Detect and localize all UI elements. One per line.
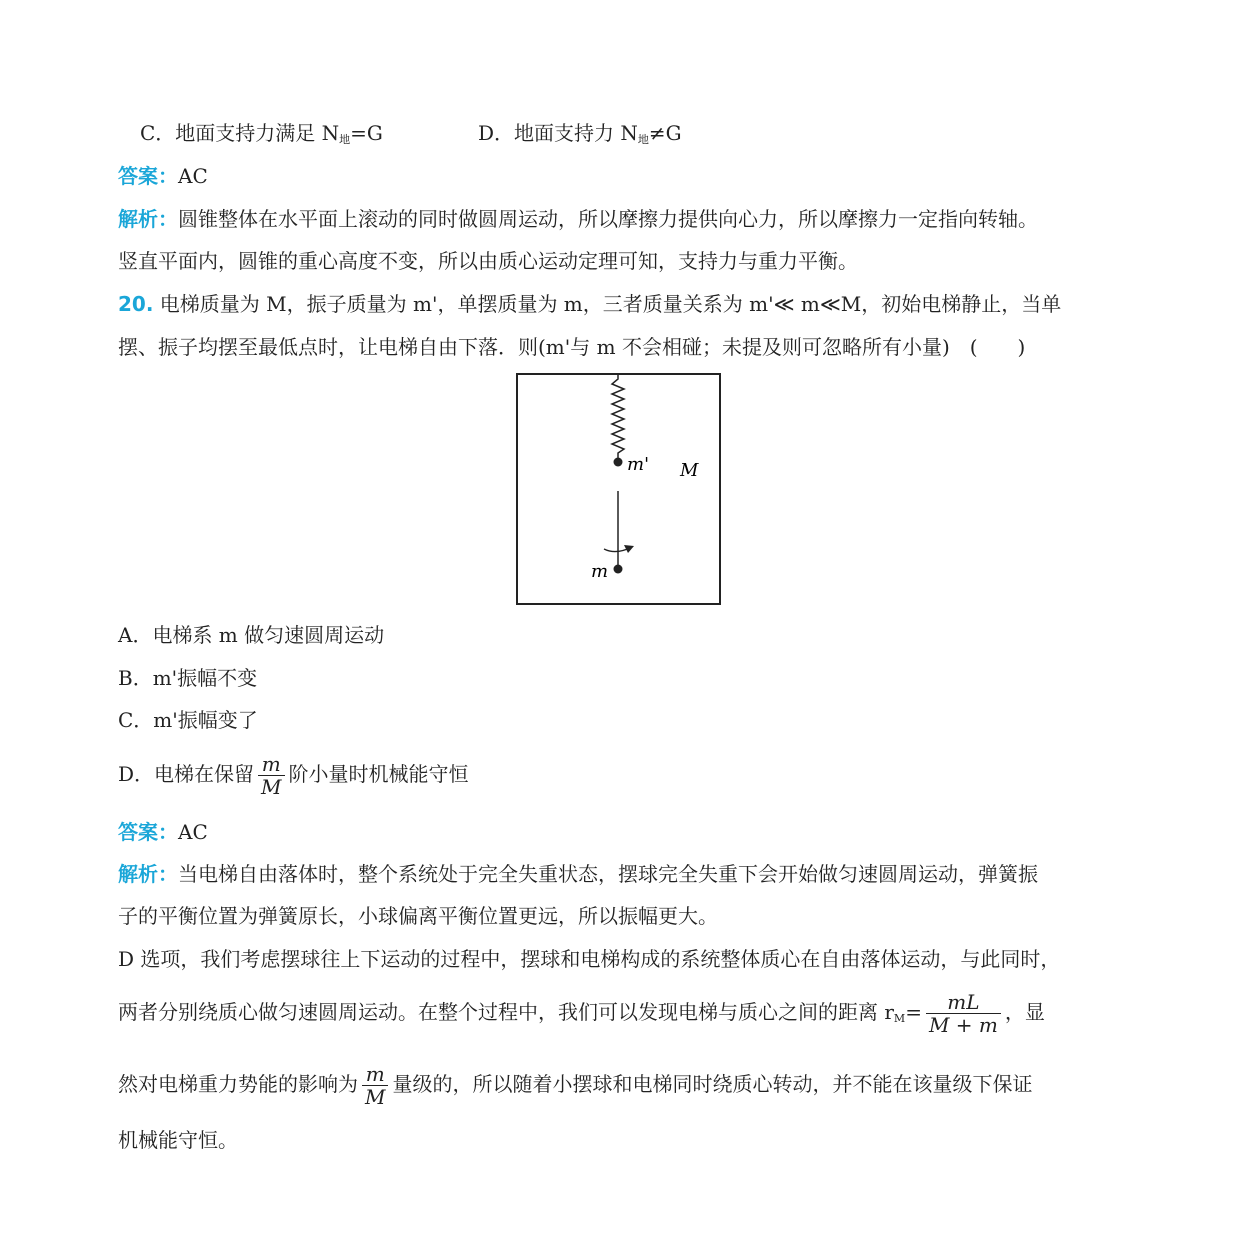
fraction-m-over-M: $\frac{m}{M}$ <box>258 753 284 798</box>
spring <box>612 375 624 462</box>
q20-analysis-3: D 选项，我们考虑摆球往上下运动的过程中，摆球和电梯构成的系统整体质心在自由落体运动，与此同时， <box>118 947 1061 971</box>
q20-stem-1: 20. 电梯质量为 M，振子质量为 m'，单摆质量为 m，三者质量关系为 m'≪ m≪M，初始电梯静止，当单 <box>118 292 1062 316</box>
elevator-figure <box>516 373 721 605</box>
q20-answer: 答案：AC <box>118 820 208 844</box>
q20-option-c: C．m'振幅变了 <box>118 708 258 732</box>
fraction-m-over-M-2: $\frac{m}{M}$ <box>362 1063 388 1108</box>
option-c-prev: C．地面支持力满足 $N_地=G$ <box>140 121 383 146</box>
question-number: 20. <box>118 292 154 316</box>
swing-arrow-icon <box>624 545 634 553</box>
elevator-diagram <box>516 373 721 605</box>
fraction-mL-over-Mm: $\frac{mL}{M + m}$ <box>926 991 1001 1036</box>
label-M: M <box>680 460 699 481</box>
oscillator-mass <box>614 458 623 467</box>
label-m-prime: m' <box>627 454 650 475</box>
q20-analysis-2: 子的平衡位置为弹簧原长，小球偏离平衡位置更远，所以振幅更大。 <box>118 904 718 928</box>
q20-analysis-1: 解析：当电梯自由落体时，整个系统处于完全失重状态，摆球完全失重下会开始做匀速圆周运动，弹簧振 <box>118 862 1038 886</box>
answer-label: 答案： <box>118 820 178 844</box>
option-d-prev: D．地面支持力 $N_地\ne G$ <box>478 121 682 146</box>
analysis-label: 解析： <box>118 862 178 886</box>
q19-analysis-2: 竖直平面内，圆锥的重心高度不变，所以由质心运动定理可知，支持力与重力平衡。 <box>118 249 858 273</box>
q20-analysis-5: 然对电梯重力势能的影响为 $\frac{m}{M}$ 量级的，所以随着小摆球和电梯同时绕质心转动，并不能在该量级下保证 <box>118 1062 1033 1109</box>
q20-analysis-4: 两者分别绕质心做匀速圆周运动。在整个过程中，我们可以发现电梯与质心之间的距离 $r_M=$ $\frac{mL}{M + m}$ ，显 <box>118 990 1045 1037</box>
q20-option-d: D．电梯在保留 $\frac{m}{M}$ 阶小量时机械能守恒 <box>118 752 469 799</box>
q19-analysis-1: 解析：圆锥整体在水平面上滚动的同时做圆周运动，所以摩擦力提供向心力，所以摩擦力一定指向转轴。 <box>118 207 1038 231</box>
q20-stem-2: 摆、振子均摆至最低点时，让电梯自由下落．则(m'与 m 不会相碰；未提及则可忽略所有小量) ( ) <box>118 335 1026 359</box>
pendulum-bob <box>614 565 623 574</box>
q20-option-a: A．电梯系 m 做匀速圆周运动 <box>118 623 385 647</box>
q19-answer: 答案：AC <box>118 164 208 188</box>
analysis-label: 解析： <box>118 207 178 231</box>
answer-label: 答案： <box>118 164 178 188</box>
label-m: m <box>591 561 609 582</box>
q20-option-b: B．m'振幅不变 <box>118 666 258 690</box>
q20-analysis-6: 机械能守恒。 <box>118 1128 238 1152</box>
